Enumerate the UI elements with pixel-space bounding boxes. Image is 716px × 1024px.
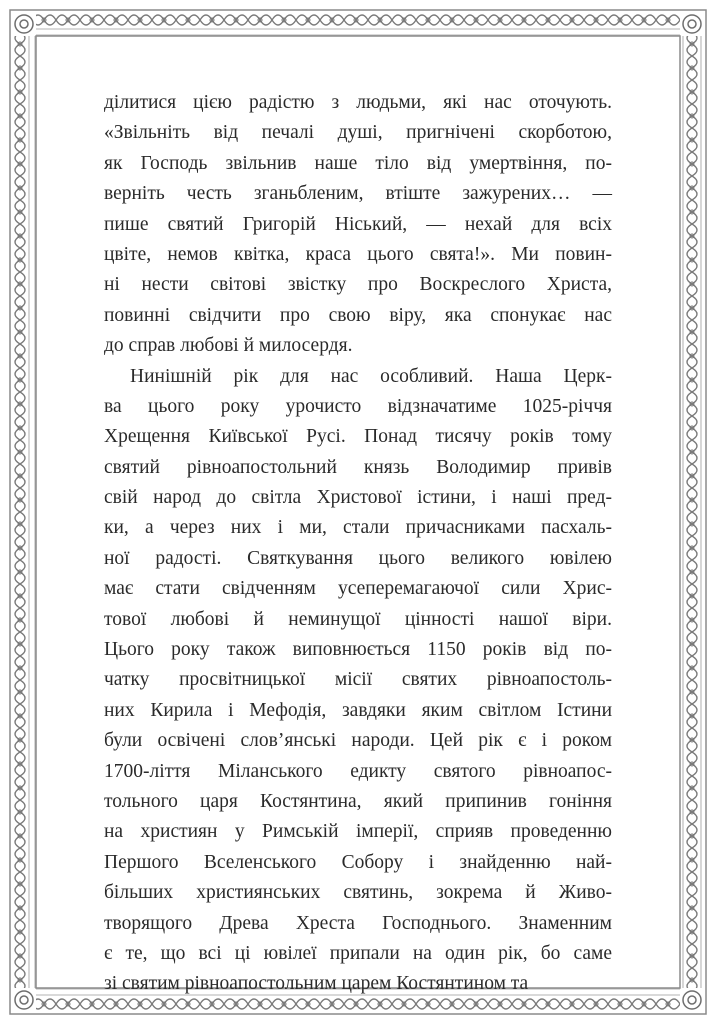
text-line: більших християнських святинь, зокрема й Живо- [104,882,612,904]
text-line: цвіте, немов квітка, краса цього свята!». Ми повин- [104,243,612,265]
text-line: як Господь звільнив наше тіло від умертвіння, по- [104,152,612,174]
text-line: має стати свідченням усеперемагаючої сили Хрис- [104,578,612,600]
text-line: пише святий Григорій Ніський, — нехай для всіх [104,213,612,235]
text-line: святий рівноапостольний князь Володимир привів [104,456,612,478]
text-line: ділитися цією радістю з людьми, які нас оточують. [104,92,612,113]
text-line: 1700-ліття Міланського едикту святого рівноапос- [104,760,612,782]
text-line: були освічені слов’янські народи. Цей рік є і роком [104,730,612,752]
text-line: тольного царя Костянтина, який припинив гоніння [104,790,612,812]
text-line: «Звільніть від печалі душі, пригнічені скорботою, [104,122,612,144]
text-line: верніть честь зганьбленим, втіште зажурених… — [104,183,612,205]
text-line: є те, що всі ці ювілеї припали на один рік, бо саме [104,942,612,964]
text-line: до справ любові й милосердя. [104,335,353,357]
paragraph [104,88,612,362]
text-line: творящого Древа Хреста Господнього. Знаменним [104,912,612,934]
paragraph [104,362,612,1000]
text-line: тової любові й неминущої цінності нашої віри. [104,608,612,630]
text-line: повинні свідчити про свою віру, яка спонукає нас [104,304,612,326]
text-line: свій народ до світла Христової істини, і наші пред- [104,487,612,509]
text-line: чатку просвітницької місії святих рівноапостоль- [104,669,612,691]
text-line: Нинішній рік для нас особливий. Наша Церк- [130,365,612,387]
text-line: ки, а через них і ми, стали причасниками пасхаль- [104,517,612,539]
text-line: на християн у Римській імперії, сприяв проведенню [104,821,612,843]
text-line: Цього року також виповнюється 1150 років від по- [104,639,612,661]
text-line: ні нести світові звістку про Воскреслого Христа, [104,274,612,296]
text-line: Хрещення Київської Русі. Понад тисячу років тому [104,426,612,448]
text-line: ної радості. Святкування цього великого ювілею [104,547,612,569]
text-line: них Кирила і Мефодія, завдяки яким світлом Істини [104,699,612,721]
text-line: ва цього року урочисто відзначатиме 1025-річчя [104,395,612,417]
body-text [104,88,612,1000]
text-line: зі святим рівноапостольним царем Костянтином та [104,973,529,995]
text-line: Першого Вселенського Собору і знайденню най- [104,851,612,873]
